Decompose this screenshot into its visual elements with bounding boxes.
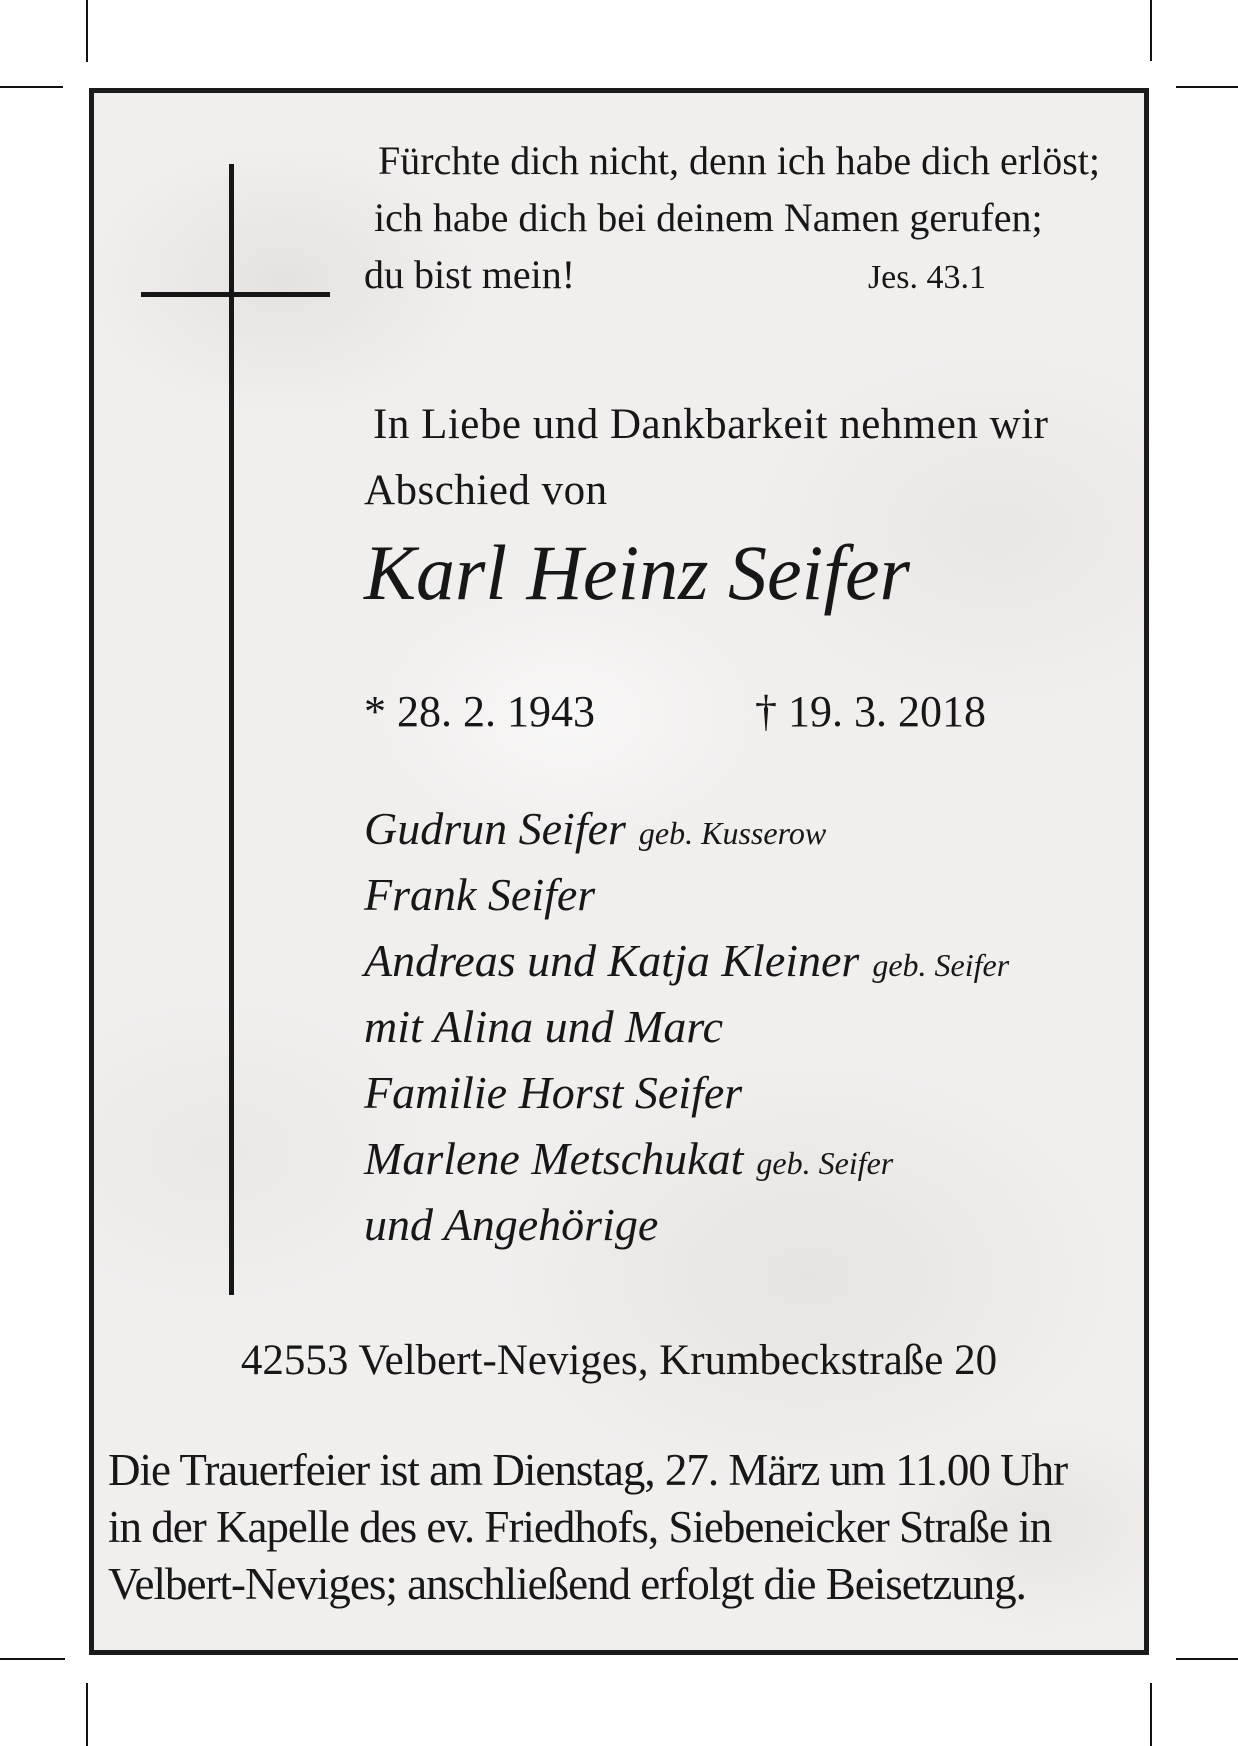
scripture-quote bbox=[364, 132, 1101, 306]
mourner-row bbox=[364, 1060, 1009, 1126]
mourner-row bbox=[364, 862, 1009, 928]
intro-line-1: In Liebe und Dankbarkeit nehmen wir bbox=[373, 401, 1049, 448]
crop-mark-top-right-vertical bbox=[1150, 0, 1152, 61]
mourner-row bbox=[364, 796, 1009, 862]
crop-mark-bottom-right-vertical bbox=[1150, 1683, 1152, 1746]
cross-icon-vertical-bar bbox=[229, 164, 234, 1295]
crop-mark-bottom-left-horizontal bbox=[0, 1658, 65, 1660]
mourner-row bbox=[364, 928, 1009, 994]
life-dates bbox=[364, 686, 986, 738]
mourners-list bbox=[364, 796, 1009, 1258]
mourner-row bbox=[364, 1126, 1009, 1192]
mourner-name: Gudrun Seifer bbox=[364, 803, 626, 854]
funeral-notice-line-3: Velbert-Neviges; anschließend erfolgt die Beisetzung. bbox=[108, 1559, 1026, 1609]
quote-line-2: ich habe dich bei deinem Namen gerufen; bbox=[374, 195, 1043, 240]
farewell-intro bbox=[364, 392, 1048, 524]
crop-mark-top-right-horizontal bbox=[1176, 86, 1238, 88]
mourner-maiden-name: geb. Kusserow bbox=[638, 815, 827, 851]
mourner-name: und Angehörige bbox=[364, 1199, 659, 1250]
mourner-maiden-name: geb. Seifer bbox=[756, 1145, 894, 1181]
intro-line-2: Abschied von bbox=[364, 467, 608, 514]
funeral-notice-line-1: Die Trauerfeier ist am Dienstag, 27. März um 11.00 Uhr bbox=[108, 1445, 1068, 1495]
birth-date: * 28. 2. 1943 bbox=[364, 687, 595, 736]
mourner-name: Andreas und Katja Kleiner bbox=[364, 935, 860, 986]
mourner-maiden-name: geb. Seifer bbox=[872, 947, 1010, 983]
deceased-name: Karl Heinz Seifer bbox=[364, 529, 910, 616]
crop-mark-bottom-left-vertical bbox=[86, 1683, 88, 1746]
mourner-row bbox=[364, 1192, 1009, 1258]
mourner-name: Frank Seifer bbox=[364, 869, 596, 920]
quote-line-3: du bist mein! bbox=[364, 252, 576, 297]
crop-mark-bottom-right-horizontal bbox=[1176, 1658, 1238, 1660]
crop-mark-top-left-horizontal bbox=[0, 86, 63, 88]
bible-reference: Jes. 43.1 bbox=[867, 259, 986, 296]
mourner-name: Marlene Metschukat bbox=[364, 1133, 744, 1184]
funeral-notice bbox=[108, 1442, 1138, 1613]
death-date: † 19. 3. 2018 bbox=[755, 687, 986, 736]
cross-icon-horizontal-bar bbox=[141, 292, 330, 297]
crop-mark-top-left-vertical bbox=[86, 0, 88, 62]
funeral-notice-line-2: in der Kapelle des ev. Friedhofs, Siebeneicker Straße in bbox=[108, 1502, 1052, 1552]
quote-line-1: Fürchte dich nicht, denn ich habe dich erlöst; bbox=[378, 138, 1101, 183]
mourner-name: mit Alina und Marc bbox=[364, 1001, 724, 1052]
home-address: 42553 Velbert-Neviges, Krumbeckstraße 20 bbox=[240, 1337, 998, 1384]
mourner-name: Familie Horst Seifer bbox=[364, 1067, 743, 1118]
mourner-row bbox=[364, 994, 1009, 1060]
